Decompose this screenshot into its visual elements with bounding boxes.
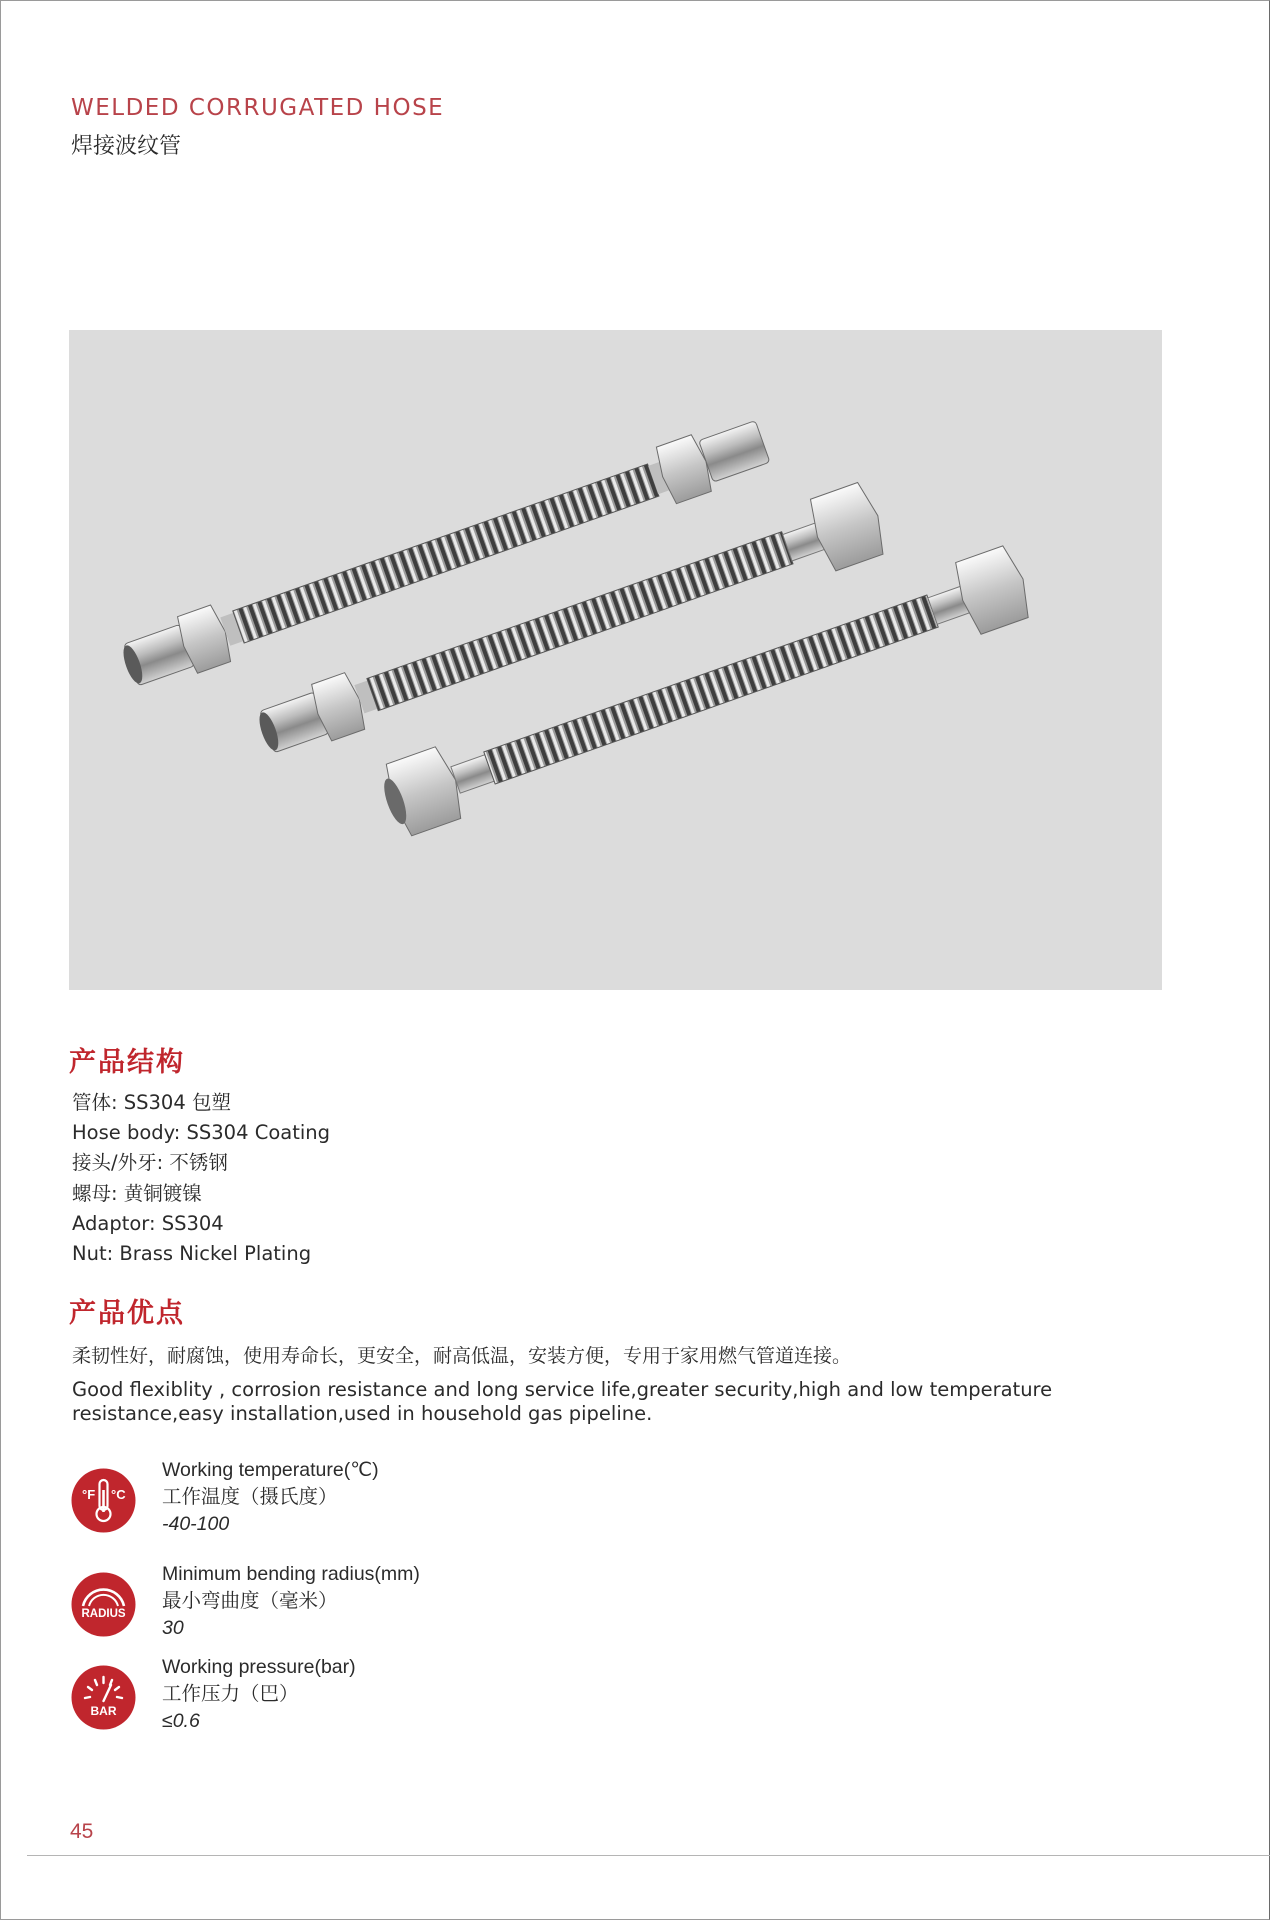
hose-illustration [69, 330, 1162, 990]
param-label-zh: 工作压力（巴） [162, 1683, 299, 1705]
structure-line: 接头/外牙: 不锈钢 [72, 1151, 228, 1175]
thermometer-icon [71, 1468, 136, 1533]
structure-line: 螺母: 黄铜镀镍 [72, 1181, 202, 1205]
icon-label-radius: RADIUS [81, 1608, 126, 1620]
header-title-zh: 焊接波纹管 [71, 134, 182, 159]
structure-line: 管体: SS304 包塑 [72, 1091, 231, 1114]
param-label-zh: 工作温度（摄氏度） [162, 1486, 338, 1508]
advantages-text-zh: 柔韧性好，耐腐蚀，使用寿命长，更安全，耐高低温，安装方便，专用于家用燃气管道连接。 [72, 1345, 852, 1367]
radius-icon [71, 1572, 136, 1637]
param-label-en: Working pressure(bar) [162, 1656, 356, 1678]
pressure-gauge-icon [71, 1665, 136, 1730]
structure-line: Adaptor: SS304 [72, 1211, 224, 1235]
param-bending-radius [71, 1561, 671, 1651]
icon-label-f: °F [82, 1487, 96, 1502]
param-temperature [71, 1457, 671, 1547]
param-value: 30 [162, 1617, 184, 1639]
page-number: 45 [70, 1820, 94, 1843]
structure-line: Nut: Brass Nickel Plating [72, 1242, 312, 1266]
structure-list [72, 1088, 772, 1269]
param-label-en: Working temperature(℃) [162, 1459, 379, 1481]
structure-heading: 产品结构 [69, 1047, 185, 1078]
advantages-text-en: Good flexiblity , corrosion resistance and long service life,greater security,high and low temperature resistance,easy installation,used in household gas pipeline. [72, 1378, 1053, 1425]
param-pressure [71, 1654, 671, 1744]
icon-label-bar: BAR [90, 1704, 117, 1718]
param-label-en: Minimum bending radius(mm) [162, 1563, 420, 1585]
param-value: -40-100 [162, 1513, 230, 1535]
param-value: ≤0.6 [162, 1710, 200, 1732]
footer-divider [27, 1855, 1270, 1856]
param-label-zh: 最小弯曲度（毫米） [162, 1590, 338, 1612]
product-photo [69, 330, 1162, 990]
structure-line: Hose body: SS304 Coating [72, 1121, 330, 1145]
header-title-en: WELDED CORRUGATED HOSE [71, 95, 445, 121]
advantages-heading: 产品优点 [69, 1298, 185, 1329]
icon-label-c: °C [111, 1487, 126, 1502]
